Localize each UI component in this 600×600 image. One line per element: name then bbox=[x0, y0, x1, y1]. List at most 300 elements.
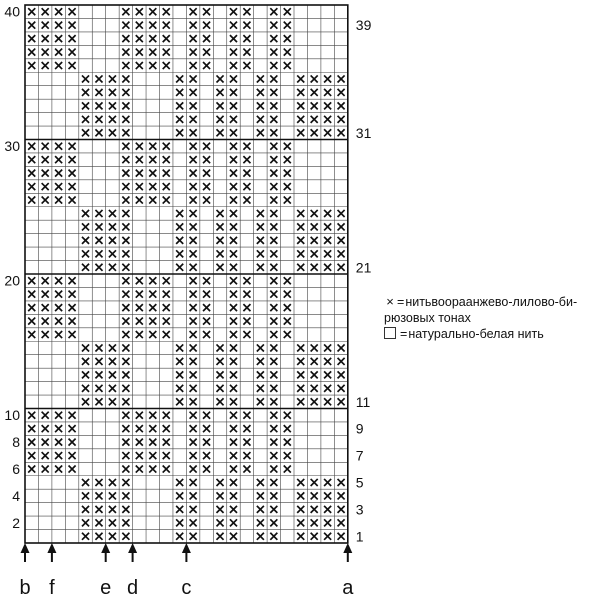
cross-stitch bbox=[136, 197, 143, 204]
cross-stitch bbox=[28, 35, 35, 42]
cross-stitch bbox=[163, 452, 170, 459]
cross-stitch bbox=[243, 183, 250, 190]
cross-stitch bbox=[95, 210, 102, 217]
cross-stitch bbox=[230, 223, 237, 230]
cross-stitch bbox=[136, 183, 143, 190]
cross-stitch bbox=[69, 304, 76, 311]
cross-stitch bbox=[122, 116, 129, 123]
cross-stitch bbox=[190, 102, 197, 109]
cross-stitch bbox=[297, 479, 304, 486]
cross-stitch bbox=[69, 439, 76, 446]
cross-stitch bbox=[42, 304, 49, 311]
cross-stitch bbox=[69, 331, 76, 338]
cross-stitch bbox=[284, 425, 291, 432]
row-label-left: 6 bbox=[12, 461, 20, 478]
cross-stitch bbox=[109, 89, 116, 96]
cross-stitch bbox=[338, 89, 345, 96]
cross-stitch bbox=[149, 291, 156, 298]
cross-stitch bbox=[69, 170, 76, 177]
cross-stitch bbox=[163, 197, 170, 204]
cross-stitch bbox=[122, 291, 129, 298]
cross-stitch bbox=[324, 506, 331, 513]
cross-stitch bbox=[82, 519, 89, 526]
cross-stitch bbox=[230, 318, 237, 325]
cross-stitch bbox=[284, 412, 291, 419]
cross-stitch bbox=[284, 291, 291, 298]
cross-stitch bbox=[95, 102, 102, 109]
cross-stitch bbox=[203, 412, 210, 419]
arrow-up-icon bbox=[101, 543, 110, 553]
cross-stitch bbox=[324, 519, 331, 526]
cross-stitch bbox=[217, 210, 224, 217]
cross-stitch bbox=[217, 75, 224, 82]
cross-stitch bbox=[270, 492, 277, 499]
cross-stitch bbox=[270, 143, 277, 150]
cross-stitch bbox=[217, 358, 224, 365]
cross-stitch bbox=[149, 304, 156, 311]
cross-stitch bbox=[270, 506, 277, 513]
cross-stitch bbox=[257, 102, 264, 109]
column-marker-d bbox=[127, 543, 138, 599]
cross-stitch bbox=[217, 129, 224, 136]
cross-stitch bbox=[230, 533, 237, 540]
cross-stitch bbox=[338, 506, 345, 513]
cross-stitch bbox=[230, 291, 237, 298]
cross-stitch bbox=[203, 452, 210, 459]
cross-stitch bbox=[203, 304, 210, 311]
row-label-left: 20 bbox=[4, 272, 20, 289]
cross-stitch bbox=[190, 250, 197, 257]
cross-stitch bbox=[284, 197, 291, 204]
cross-stitch bbox=[122, 304, 129, 311]
cross-stitch bbox=[257, 89, 264, 96]
cross-stitch bbox=[95, 344, 102, 351]
cross-stitch bbox=[122, 439, 129, 446]
cross-stitch bbox=[230, 264, 237, 271]
cross-stitch bbox=[230, 412, 237, 419]
cross-stitch bbox=[109, 371, 116, 378]
cross-stitch bbox=[176, 492, 183, 499]
chart-grid bbox=[25, 5, 348, 543]
cross-stitch bbox=[136, 425, 143, 432]
row-label-right: 5 bbox=[355, 474, 364, 491]
cross-stitch bbox=[324, 398, 331, 405]
cross-stitch bbox=[122, 358, 129, 365]
cross-stitch bbox=[190, 223, 197, 230]
cross-stitch bbox=[257, 223, 264, 230]
cross-stitch bbox=[176, 116, 183, 123]
cross-stitch bbox=[109, 344, 116, 351]
cross-stitch bbox=[243, 304, 250, 311]
cross-stitch bbox=[176, 223, 183, 230]
cross-stitch bbox=[149, 466, 156, 473]
cross-stitch bbox=[324, 129, 331, 136]
cross-stitch bbox=[284, 143, 291, 150]
cross-stitch bbox=[190, 318, 197, 325]
cross-stitch bbox=[297, 75, 304, 82]
cross-stitch bbox=[82, 398, 89, 405]
cross-stitch bbox=[257, 250, 264, 257]
cross-stitch bbox=[176, 264, 183, 271]
row-label-right: 39 bbox=[355, 17, 372, 34]
cross-stitch bbox=[270, 291, 277, 298]
cross-stitch bbox=[311, 237, 318, 244]
cross-stitch bbox=[311, 479, 318, 486]
cross-stitch bbox=[190, 358, 197, 365]
cross-stitch bbox=[82, 129, 89, 136]
cross-stitch bbox=[203, 277, 210, 284]
cross-stitch bbox=[270, 264, 277, 271]
cross-stitch bbox=[28, 277, 35, 284]
cross-stitch bbox=[257, 75, 264, 82]
cross-stitch bbox=[176, 479, 183, 486]
cross-stitch bbox=[42, 22, 49, 29]
cross-stitch bbox=[230, 331, 237, 338]
cross-stitch bbox=[69, 8, 76, 15]
cross-stitch bbox=[190, 156, 197, 163]
cross-stitch bbox=[42, 156, 49, 163]
cross-stitch bbox=[203, 170, 210, 177]
cross-stitch bbox=[82, 506, 89, 513]
cross-stitch bbox=[149, 8, 156, 15]
cross-stitch bbox=[163, 143, 170, 150]
cross-stitch bbox=[311, 519, 318, 526]
cross-stitch bbox=[69, 425, 76, 432]
cross-stitch bbox=[257, 116, 264, 123]
cross-stitch bbox=[311, 506, 318, 513]
cross-stitch bbox=[95, 506, 102, 513]
cross-stitch bbox=[284, 156, 291, 163]
arrow-up-icon bbox=[343, 543, 352, 553]
cross-stitch bbox=[136, 318, 143, 325]
cross-stitch bbox=[176, 358, 183, 365]
cross-stitch bbox=[109, 237, 116, 244]
cross-stitch bbox=[176, 371, 183, 378]
cross-stitch bbox=[55, 170, 62, 177]
cross-stitch bbox=[203, 8, 210, 15]
cross-stitch bbox=[149, 277, 156, 284]
cross-stitch bbox=[217, 479, 224, 486]
cross-stitch bbox=[284, 62, 291, 69]
cross-stitch bbox=[190, 197, 197, 204]
cross-stitch bbox=[82, 116, 89, 123]
cross-stitch bbox=[122, 22, 129, 29]
cross-stitch bbox=[149, 22, 156, 29]
cross-stitch bbox=[109, 385, 116, 392]
cross-stitch bbox=[243, 156, 250, 163]
cross-stitch bbox=[122, 62, 129, 69]
cross-stitch bbox=[190, 143, 197, 150]
cross-stitch bbox=[122, 210, 129, 217]
cross-stitch bbox=[243, 62, 250, 69]
cross-stitch bbox=[203, 143, 210, 150]
cross-stitch bbox=[311, 358, 318, 365]
cross-stitch bbox=[136, 452, 143, 459]
row-label-right: 7 bbox=[355, 447, 364, 464]
cross-stitch bbox=[163, 304, 170, 311]
cross-stitch bbox=[243, 439, 250, 446]
cross-stitch bbox=[243, 170, 250, 177]
cross-stitch bbox=[176, 75, 183, 82]
column-marker-c bbox=[181, 543, 191, 599]
cross-stitch bbox=[217, 250, 224, 257]
cross-stitch bbox=[69, 62, 76, 69]
cross-stitch bbox=[270, 35, 277, 42]
cross-stitch bbox=[55, 466, 62, 473]
cross-stitch bbox=[338, 344, 345, 351]
cross-stitch bbox=[69, 143, 76, 150]
cross-stitch bbox=[95, 129, 102, 136]
cross-stitch bbox=[122, 8, 129, 15]
cross-stitch bbox=[257, 533, 264, 540]
cross-stitch bbox=[163, 439, 170, 446]
cross-stitch bbox=[95, 237, 102, 244]
cross-stitch bbox=[311, 385, 318, 392]
cross-stitch bbox=[136, 22, 143, 29]
cross-stitch bbox=[243, 318, 250, 325]
cross-stitch bbox=[136, 8, 143, 15]
cross-stitch bbox=[270, 466, 277, 473]
cross-stitch bbox=[69, 156, 76, 163]
cross-stitch bbox=[55, 439, 62, 446]
cross-stitch bbox=[203, 35, 210, 42]
cross-stitch bbox=[109, 102, 116, 109]
cross-stitch bbox=[149, 197, 156, 204]
cross-stitch bbox=[230, 170, 237, 177]
cross-stitch bbox=[109, 479, 116, 486]
cross-stitch bbox=[69, 183, 76, 190]
cross-stitch bbox=[311, 264, 318, 271]
cross-stitch bbox=[69, 291, 76, 298]
cross-stitch bbox=[28, 197, 35, 204]
empty-square-icon bbox=[384, 327, 396, 339]
row-label-right: 3 bbox=[355, 501, 364, 518]
cross-stitch bbox=[270, 371, 277, 378]
cross-stitch bbox=[82, 358, 89, 365]
cross-stitch bbox=[28, 291, 35, 298]
row-label-left: 30 bbox=[4, 138, 20, 155]
cross-stitch bbox=[270, 412, 277, 419]
cross-stitch bbox=[270, 62, 277, 69]
cross-stitch bbox=[122, 344, 129, 351]
cross-stitch bbox=[163, 170, 170, 177]
legend-item-cross bbox=[384, 294, 596, 326]
arrow-up-icon bbox=[47, 543, 56, 553]
row-label-left: 2 bbox=[12, 514, 20, 531]
cross-stitch bbox=[338, 116, 345, 123]
cross-stitch bbox=[149, 439, 156, 446]
cross-stitch bbox=[324, 479, 331, 486]
cross-stitch bbox=[230, 75, 237, 82]
cross-stitch bbox=[311, 250, 318, 257]
cross-stitch bbox=[243, 49, 250, 56]
cross-stitch bbox=[311, 102, 318, 109]
cross-stitch bbox=[270, 49, 277, 56]
cross-stitch bbox=[217, 264, 224, 271]
cross-stitch bbox=[311, 129, 318, 136]
cross-stitch bbox=[230, 425, 237, 432]
row-label-left: 8 bbox=[12, 434, 20, 451]
cross-stitch bbox=[95, 223, 102, 230]
cross-stitch bbox=[217, 519, 224, 526]
cross-stitch bbox=[324, 358, 331, 365]
cross-stitch bbox=[136, 49, 143, 56]
cross-stitch bbox=[122, 264, 129, 271]
cross-stitch bbox=[284, 439, 291, 446]
cross-stitch bbox=[270, 398, 277, 405]
cross-stitch bbox=[82, 210, 89, 217]
cross-stitch bbox=[230, 156, 237, 163]
cross-stitch bbox=[297, 210, 304, 217]
cross-stitch bbox=[109, 75, 116, 82]
cross-stitch bbox=[122, 398, 129, 405]
cross-stitch bbox=[338, 371, 345, 378]
cross-stitch bbox=[42, 452, 49, 459]
cross-stitch bbox=[109, 223, 116, 230]
column-marker-label: c bbox=[181, 577, 192, 599]
cross-stitch bbox=[217, 223, 224, 230]
cross-stitch bbox=[109, 398, 116, 405]
cross-stitch bbox=[190, 129, 197, 136]
cross-stitch bbox=[270, 223, 277, 230]
cross-stitch bbox=[257, 519, 264, 526]
cross-stitch bbox=[82, 533, 89, 540]
cross-stitch bbox=[257, 344, 264, 351]
cross-stitch bbox=[203, 425, 210, 432]
cross-stitch bbox=[109, 129, 116, 136]
cross-stitch bbox=[190, 75, 197, 82]
cross-stitch bbox=[217, 371, 224, 378]
cross-stitch bbox=[122, 412, 129, 419]
cross-stitch bbox=[122, 385, 129, 392]
cross-stitch bbox=[297, 264, 304, 271]
cross-stitch bbox=[149, 156, 156, 163]
row-label-left: 40 bbox=[4, 3, 20, 20]
cross-stitch bbox=[122, 170, 129, 177]
cross-stitch bbox=[176, 385, 183, 392]
cross-stitch bbox=[230, 89, 237, 96]
cross-stitch bbox=[297, 385, 304, 392]
legend-text-cross-line2: рюзовых тонах bbox=[384, 311, 471, 325]
cross-stitch bbox=[270, 197, 277, 204]
cross-stitch bbox=[190, 35, 197, 42]
cross-stitch bbox=[69, 22, 76, 29]
cross-stitch bbox=[122, 250, 129, 257]
cross-stitch bbox=[136, 143, 143, 150]
cross-stitch bbox=[324, 237, 331, 244]
cross-stitch bbox=[95, 250, 102, 257]
cross-stitch bbox=[324, 533, 331, 540]
cross-stitch bbox=[230, 8, 237, 15]
cross-stitch bbox=[270, 116, 277, 123]
cross-stitch bbox=[324, 89, 331, 96]
cross-stitch bbox=[82, 250, 89, 257]
cross-stitch bbox=[82, 479, 89, 486]
cross-stitch bbox=[109, 533, 116, 540]
cross-stitch bbox=[122, 129, 129, 136]
cross-stitch bbox=[203, 183, 210, 190]
cross-stitch bbox=[338, 533, 345, 540]
cross-stitch bbox=[136, 170, 143, 177]
cross-stitch bbox=[190, 371, 197, 378]
cross-stitch bbox=[230, 183, 237, 190]
cross-stitch bbox=[55, 318, 62, 325]
cross-stitch bbox=[217, 385, 224, 392]
cross-stitch bbox=[270, 250, 277, 257]
cross-stitch bbox=[243, 22, 250, 29]
cross-stitch bbox=[122, 237, 129, 244]
cross-stitch bbox=[122, 156, 129, 163]
cross-stitch bbox=[136, 412, 143, 419]
cross-stitch bbox=[42, 35, 49, 42]
cross-stitch bbox=[149, 35, 156, 42]
cross-stitch bbox=[230, 519, 237, 526]
cross-stitch bbox=[28, 439, 35, 446]
cross-stitch bbox=[122, 425, 129, 432]
cross-stitch bbox=[338, 479, 345, 486]
cross-stitch bbox=[28, 156, 35, 163]
cross-stitch bbox=[230, 35, 237, 42]
cross-stitch bbox=[217, 89, 224, 96]
cross-stitch bbox=[95, 398, 102, 405]
cross-stitch bbox=[190, 264, 197, 271]
cross-stitch bbox=[122, 89, 129, 96]
cross-stitch bbox=[95, 492, 102, 499]
cross-stitch bbox=[257, 398, 264, 405]
cross-stitch bbox=[270, 439, 277, 446]
column-marker-label: a bbox=[342, 577, 354, 599]
cross-stitch bbox=[122, 506, 129, 513]
cross-stitch bbox=[217, 492, 224, 499]
legend-text-empty: натурально-белая нить bbox=[408, 327, 544, 341]
cross-stitch bbox=[270, 277, 277, 284]
cross-stitch bbox=[270, 102, 277, 109]
column-marker-label: d bbox=[127, 577, 139, 599]
cross-stitch bbox=[163, 331, 170, 338]
cross-stitch bbox=[324, 75, 331, 82]
cross-stitch bbox=[230, 22, 237, 29]
cross-stitch bbox=[257, 385, 264, 392]
cross-stitch bbox=[311, 210, 318, 217]
cross-stitch bbox=[190, 344, 197, 351]
legend-text-cross-line1: нитьвоораанжево-лилово-би- bbox=[405, 295, 578, 309]
cross-stitch bbox=[338, 264, 345, 271]
cross-stitch bbox=[270, 519, 277, 526]
cross-stitch bbox=[338, 250, 345, 257]
cross-stitch bbox=[311, 492, 318, 499]
arrow-up-icon bbox=[128, 543, 137, 553]
cross-stitch bbox=[42, 183, 49, 190]
column-marker-label: b bbox=[19, 577, 31, 599]
cross-stitch bbox=[243, 425, 250, 432]
cross-stitch bbox=[42, 412, 49, 419]
cross-stitch bbox=[28, 183, 35, 190]
cross-stitch bbox=[338, 237, 345, 244]
cross-stitch bbox=[109, 492, 116, 499]
cross-stitch bbox=[28, 318, 35, 325]
cross-stitch bbox=[297, 358, 304, 365]
cross-stitch bbox=[338, 385, 345, 392]
cross-icon: × bbox=[386, 294, 394, 309]
cross-stitch bbox=[297, 492, 304, 499]
cross-stitch bbox=[230, 277, 237, 284]
cross-stitch bbox=[324, 371, 331, 378]
cross-stitch bbox=[203, 22, 210, 29]
cross-stitch bbox=[324, 223, 331, 230]
cross-stitch bbox=[176, 344, 183, 351]
cross-stitch bbox=[55, 35, 62, 42]
cross-stitch bbox=[176, 102, 183, 109]
